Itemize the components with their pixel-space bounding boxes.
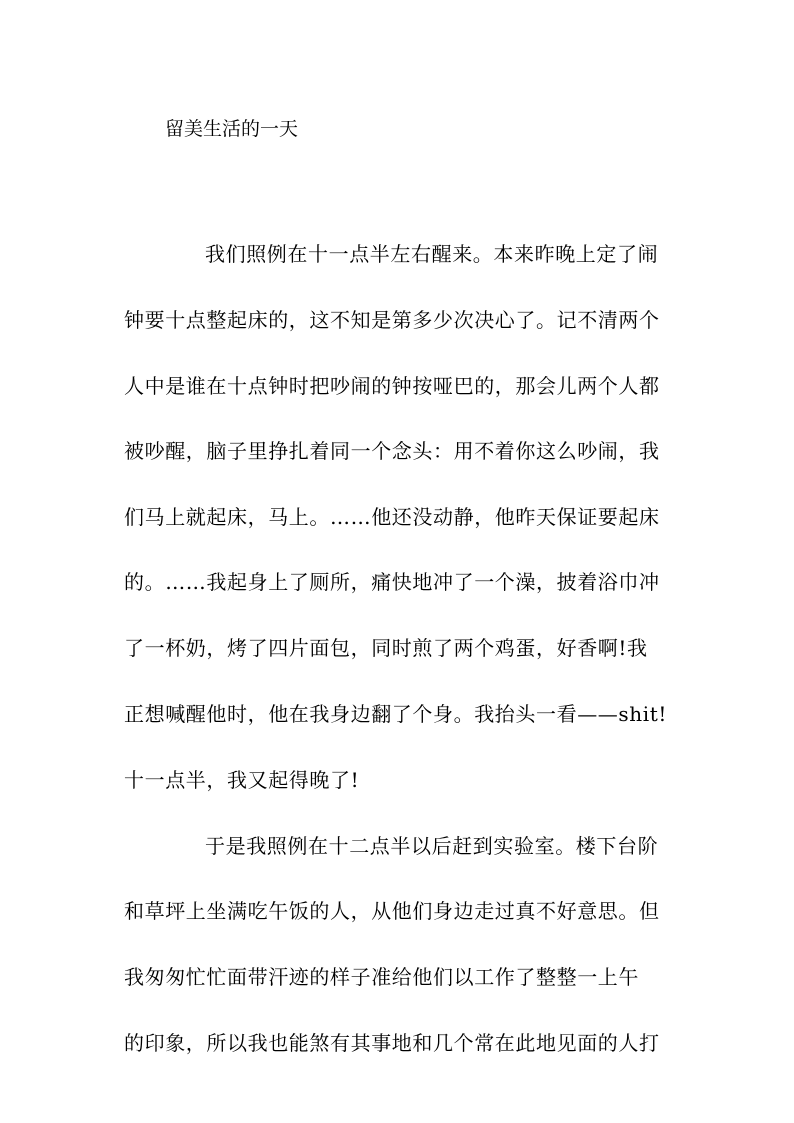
paragraph-1-line-3: 人中是谁在十点钟时把吵闹的钟按哑巴的，那会儿两个人都 — [124, 374, 660, 398]
paragraph-1-line-2: 钟要十点整起床的，这不知是第多少次决心了。记不清两个 — [124, 308, 660, 332]
paragraph-1-line-9: 十一点半，我又起得晚了! — [124, 768, 360, 792]
paragraph-2-line-3: 我匆匆忙忙面带汗迹的样子准给他们以工作了整整一上午 — [124, 965, 639, 989]
paragraph-1-line-4: 被吵醒，脑子里挣扎着同一个念头：用不着你这么吵闹，我 — [124, 439, 660, 463]
document-title: 留美生活的一天 — [165, 118, 299, 140]
paragraph-1-line-6: 的。……我起身上了厕所，痛快地冲了一个澡，披着浴巾冲 — [124, 570, 660, 594]
paragraph-1-line-1: 我们照例在十一点半左右醒来。本来昨晚上定了闹 — [205, 242, 659, 266]
paragraph-2-line-2: 和草坪上坐满吃午饭的人，从他们身边走过真不好意思。但 — [124, 899, 660, 923]
paragraph-1-line-7: 了一杯奶，烤了四片面包，同时煎了两个鸡蛋，好香啊!我 — [124, 636, 648, 660]
paragraph-2-line-4: 的印象，所以我也能煞有其事地和几个常在此地见面的人打 — [124, 1031, 660, 1055]
paragraph-2-line-1: 于是我照例在十二点半以后赶到实验室。楼下台阶 — [205, 834, 659, 858]
paragraph-1-line-5: 们马上就起床，马上。……他还没动静，他昨天保证要起床 — [124, 505, 660, 529]
paragraph-1-line-8: 正想喊醒他时，他在我身边翻了个身。我抬头一看——shit! — [124, 702, 668, 726]
